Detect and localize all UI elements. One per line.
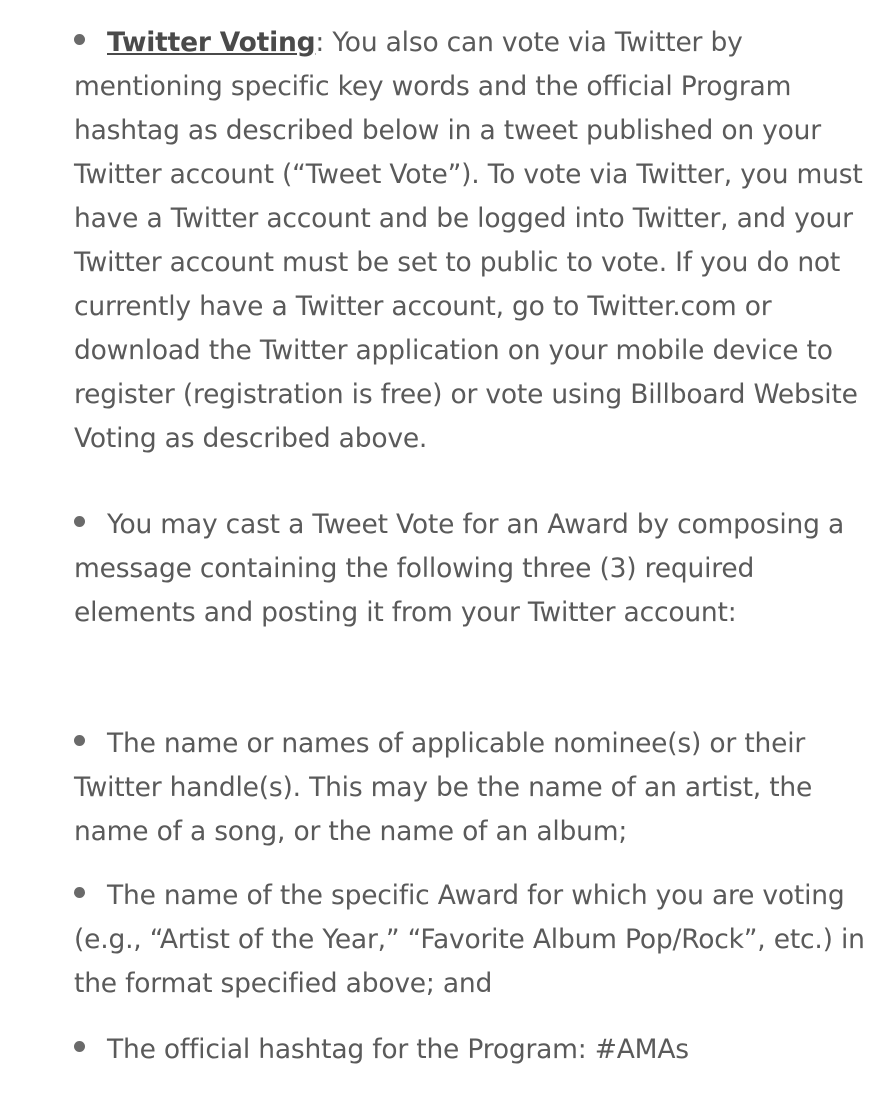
hashtag-item xyxy=(74,1028,874,1072)
bullet-icon xyxy=(74,735,85,746)
twitter-voting-paragraph xyxy=(74,21,874,461)
bullet-icon xyxy=(74,34,85,45)
nominee-name-text: The name or names of applicable nominee(s) or their Twitter handle(s). This may be the name of an artist, the name of a song, or the name of an album; xyxy=(74,728,813,847)
tweet-vote-paragraph xyxy=(74,503,874,635)
tweet-vote-text: You may cast a Tweet Vote for an Award by composing a message containing the following three (3) required elements and posting it from your Twitter account: xyxy=(74,509,845,628)
bullet-icon xyxy=(74,516,85,527)
nominee-name-item xyxy=(74,722,874,854)
bullet-icon xyxy=(74,1041,85,1052)
bullet-icon xyxy=(74,887,85,898)
award-name-text: The name of the specific Award for which you are voting (e.g., “Artist of the Year,” “Favorite Album Pop/Rock”, etc.) in the format specified above; and xyxy=(74,880,865,999)
hashtag-text: The official hashtag for the Program: #AMAs xyxy=(107,1034,689,1065)
award-name-item xyxy=(74,874,874,1006)
twitter-voting-heading: Twitter Voting xyxy=(107,27,316,58)
twitter-voting-text: : You also can vote via Twitter by mentioning specific key words and the official Program hashtag as described below in a tweet published on your Twitter account (“Tweet Vote”). To vote via Twitter, you must have a Twitter account and be logged into Twitter, and your Twitter account must be set to public to vote. If you do not currently have a Twitter account, go to Twitter.com or download the Twitter application on your mobile device to register (registration is free) or vote using Billboard Website Voting as described above. xyxy=(74,27,863,454)
